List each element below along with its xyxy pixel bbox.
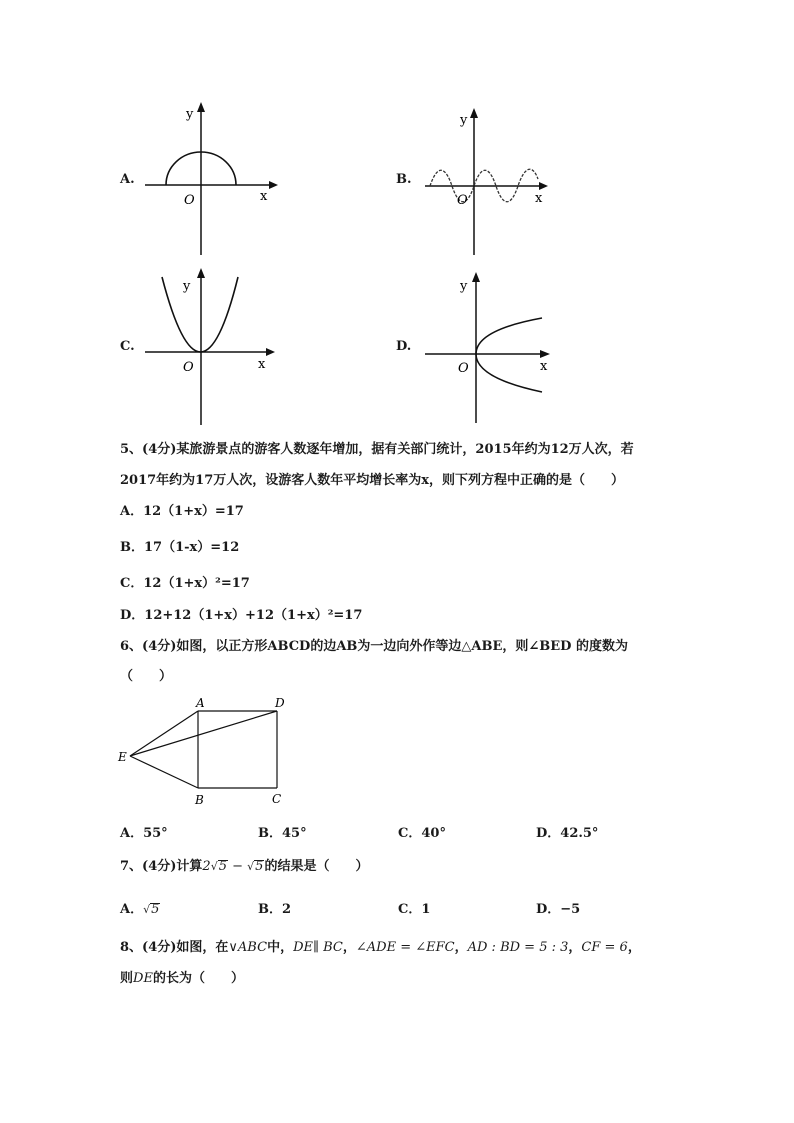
- q7-stem-prefix: 7、(4分)计算: [120, 859, 203, 874]
- option-b-label[interactable]: B.: [396, 172, 412, 187]
- graph-c-parabola: [140, 265, 290, 427]
- q5-stem-line2: 2017年约为17万人次，设游客人数年平均增长率为x，则下列方程中正确的是（ ）: [120, 473, 625, 488]
- q6-label-e: E: [118, 750, 127, 764]
- graph-a-origin: O: [184, 193, 195, 208]
- option-d-label[interactable]: D.: [396, 339, 412, 354]
- q5-option-b[interactable]: B．17（1-x）=12: [120, 540, 240, 555]
- q6-option-d[interactable]: D．42.5°: [536, 826, 599, 841]
- q8-stem-line1: 8、(4分)如图，在∨ABC中，DE∥ BC，∠ADE = ∠EFC，AD : BD = 5 : 3，CF = 6，: [120, 940, 641, 955]
- graph-c-x-label: x: [258, 357, 266, 372]
- q6-label-a: A: [196, 696, 205, 710]
- graph-b-sine: [420, 105, 560, 260]
- graph-d-y-label: y: [460, 279, 468, 294]
- graph-c-origin: O: [183, 360, 194, 375]
- q8-stem-line2: 则DE的长为（ ）: [120, 971, 244, 986]
- graph-d-x-label: x: [540, 359, 548, 374]
- option-c-label[interactable]: C.: [120, 339, 135, 354]
- q7-stem-suffix: 的结果是（ ）: [264, 859, 369, 874]
- graph-b-x-label: x: [535, 191, 543, 206]
- q8-triangle: ∨ABC: [228, 940, 268, 955]
- q5-option-c[interactable]: C．12（1+x）²=17: [120, 576, 250, 591]
- q8-target: DE: [133, 971, 153, 986]
- q6-label-c: C: [272, 792, 282, 806]
- q5-stem-line1: 5、(4分)某旅游景点的游客人数逐年增加，据有关部门统计，2015年约为12万人次，若: [120, 442, 634, 457]
- q8-cond-angle: ∠ADE = ∠EFC: [355, 940, 455, 955]
- graph-c-y-label: y: [183, 279, 191, 294]
- q6-label-b: B: [195, 793, 204, 807]
- q6-option-c[interactable]: C．40°: [398, 826, 446, 841]
- graph-a-semicircle: [140, 100, 290, 260]
- q8-cond-parallel: DE∥ BC: [293, 940, 343, 955]
- q5-option-a[interactable]: A．12（1+x）=17: [120, 504, 244, 519]
- q7-expr: 2√5 − √5: [202, 859, 264, 874]
- q8-cond-cf: CF = 6: [581, 940, 628, 955]
- graph-d-origin: O: [458, 361, 469, 376]
- q7-option-c[interactable]: C．1: [398, 902, 431, 917]
- graph-a-y-label: y: [186, 107, 194, 122]
- q6-stem-line1: 6、(4分)如图，以正方形ABCD的边AB为一边向外作等边△ABE，则∠BED 的度数为: [120, 639, 628, 654]
- graph-d-sideways-parabola: [420, 268, 560, 426]
- q7-option-a[interactable]: A．√5: [120, 902, 160, 917]
- q7-option-b[interactable]: B．2: [258, 902, 292, 917]
- q6-option-b[interactable]: B．45°: [258, 826, 307, 841]
- graph-b-y-label: y: [460, 113, 468, 128]
- q8-cond-ratio: AD : BD = 5 : 3: [467, 940, 569, 955]
- q6-figure: [115, 692, 295, 812]
- q7-stem: [120, 855, 368, 874]
- q7-option-d[interactable]: D．−5: [536, 902, 581, 917]
- graph-a-x-label: x: [260, 189, 268, 204]
- graph-b-origin: O: [457, 193, 468, 208]
- q6-option-a[interactable]: A．55°: [120, 826, 168, 841]
- q5-option-d[interactable]: D．12+12（1+x）+12（1+x）²=17: [120, 608, 363, 623]
- q6-stem-line2: （ ）: [120, 669, 173, 684]
- q6-label-d: D: [275, 696, 285, 710]
- option-a-label[interactable]: A.: [120, 172, 135, 187]
